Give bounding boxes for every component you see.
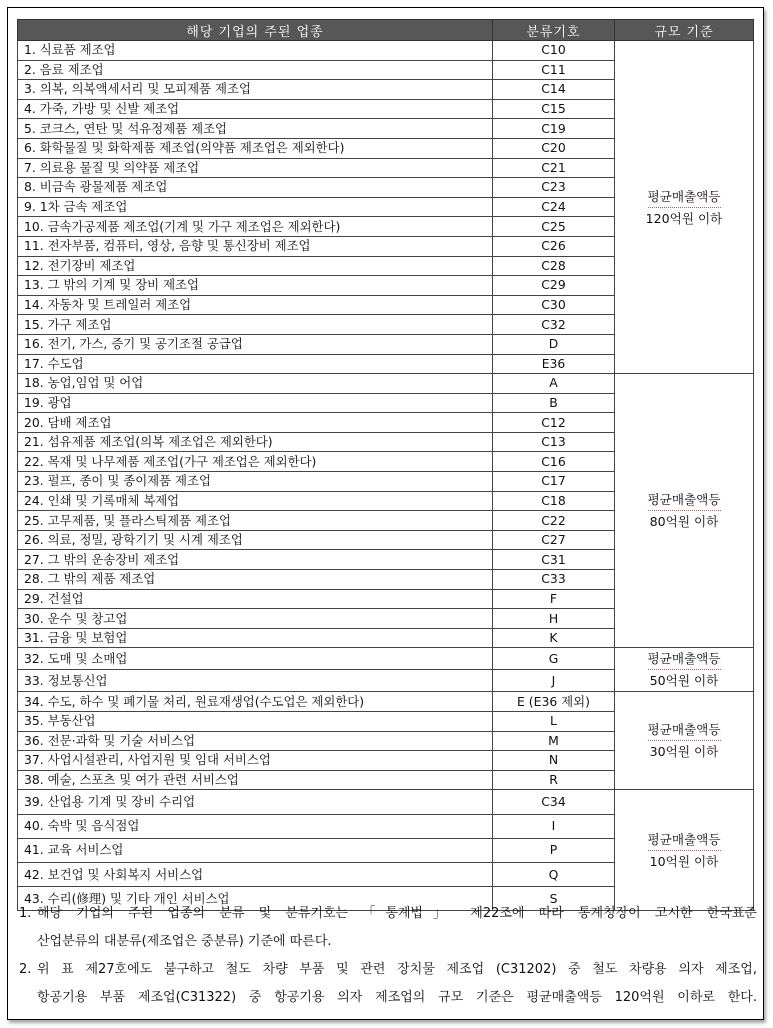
industry-cell: 26. 의료, 정밀, 광학기기 및 시계 제조업 — [18, 530, 493, 550]
industry-size-table — [17, 19, 754, 911]
code-cell: J — [493, 670, 615, 692]
footnote-text: 해당 기업의 주된 업종의 분류 및 분류기호는 「통계법」 제22조에 따라 통계청장이 고시한 한국표준 — [37, 906, 757, 921]
industry-cell: 27. 그 밖의 운송장비 제조업 — [18, 550, 493, 570]
code-cell: E (E36 제외) — [493, 692, 615, 712]
size-criteria-label: 평균매출액등 — [648, 648, 721, 670]
header-code: 분류기호 — [493, 20, 615, 41]
industry-cell: 39. 산업용 기계 및 장비 수리업 — [18, 790, 493, 814]
industry-cell: 13. 그 밖의 기계 및 장비 제조업 — [18, 276, 493, 296]
industry-cell: 41. 교육 서비스업 — [18, 838, 493, 862]
code-cell: Q — [493, 862, 615, 886]
size-criteria-value: 80억원 이하 — [649, 514, 719, 530]
industry-cell: 21. 섬유제품 제조업(의복 제조업은 제외한다) — [18, 432, 493, 452]
industry-cell: 29. 건설업 — [18, 589, 493, 609]
code-cell: L — [493, 712, 615, 732]
footnote-number: 1. — [19, 906, 32, 921]
industry-cell: 32. 도매 및 소매업 — [18, 648, 493, 670]
code-cell: I — [493, 814, 615, 838]
industry-cell: 25. 고무제품, 및 플라스틱제품 제조업 — [18, 511, 493, 531]
code-cell: K — [493, 628, 615, 648]
industry-cell: 20. 담배 제조업 — [18, 413, 493, 433]
code-cell: P — [493, 838, 615, 862]
code-cell: G — [493, 648, 615, 670]
code-cell: C14 — [493, 80, 615, 100]
footnote-number: 2. — [19, 962, 32, 977]
industry-cell: 3. 의복, 의복액세서리 및 모피제품 제조업 — [18, 80, 493, 100]
industry-cell: 35. 부동산업 — [18, 712, 493, 732]
size-criteria-label: 평균매출액등 — [648, 719, 721, 741]
code-cell: B — [493, 393, 615, 413]
code-cell: C19 — [493, 119, 615, 139]
industry-cell: 31. 금융 및 보험업 — [18, 628, 493, 648]
industry-cell: 7. 의료용 물질 및 의약품 제조업 — [18, 158, 493, 178]
industry-cell: 22. 목재 및 나무제품 제조업(가구 제조업은 제외한다) — [18, 452, 493, 472]
size-criteria-cell — [615, 648, 754, 692]
size-criteria-label: 평균매출액등 — [648, 489, 721, 511]
industry-cell: 15. 가구 제조업 — [18, 315, 493, 335]
code-cell: C28 — [493, 256, 615, 276]
code-cell: C33 — [493, 570, 615, 590]
size-criteria-value: 50억원 이하 — [649, 673, 719, 689]
footnote-text: 산업분류의 대분류(제조업은 중분류) 기준에 따른다. — [37, 934, 332, 949]
code-cell: C34 — [493, 790, 615, 814]
footnote-text: 위 표 제27호에도 불구하고 철도 차량 부품 및 관련 장치물 제조업 (C31202) 중 철도 차량용 의자 제조업, — [37, 962, 757, 977]
industry-cell: 28. 그 밖의 제품 제조업 — [18, 570, 493, 590]
size-criteria-value: 30억원 이하 — [649, 744, 719, 760]
industry-cell: 14. 자동차 및 트레일러 제조업 — [18, 295, 493, 315]
code-cell: C25 — [493, 217, 615, 237]
code-cell: C18 — [493, 491, 615, 511]
industry-cell: 42. 보건업 및 사회복지 서비스업 — [18, 862, 493, 886]
code-cell: C11 — [493, 60, 615, 80]
industry-cell: 2. 음료 제조업 — [18, 60, 493, 80]
footnote-text: 항공기용 부품 제조업(C31322) 중 항공기용 의자 제조업의 규모 기준은 평균매출액등 120억원 이하로 한다. — [37, 990, 757, 1005]
code-cell: C17 — [493, 472, 615, 492]
code-cell: C26 — [493, 236, 615, 256]
industry-cell: 10. 금속가공제품 제조업(기계 및 가구 제조업은 제외한다) — [18, 217, 493, 237]
table-header-row — [18, 20, 754, 41]
industry-cell: 11. 전자부품, 컴퓨터, 영상, 음향 및 통신장비 제조업 — [18, 236, 493, 256]
code-cell: C16 — [493, 452, 615, 472]
industry-cell: 37. 사업시설관리, 사업지원 및 임대 서비스업 — [18, 751, 493, 771]
code-cell: E36 — [493, 354, 615, 374]
industry-cell: 17. 수도업 — [18, 354, 493, 374]
size-criteria-cell — [615, 692, 754, 790]
industry-cell: 30. 운수 및 창고업 — [18, 609, 493, 629]
code-cell: C21 — [493, 158, 615, 178]
industry-cell: 4. 가죽, 가방 및 신발 제조업 — [18, 99, 493, 119]
industry-cell: 23. 펄프, 종이 및 종이제품 제조업 — [18, 472, 493, 492]
industry-cell: 40. 숙박 및 음식점업 — [18, 814, 493, 838]
table-row — [18, 648, 754, 670]
industry-cell: 6. 화학물질 및 화학제품 제조업(의약품 제조업은 제외한다) — [18, 138, 493, 158]
table-row — [18, 41, 754, 61]
size-criteria-label: 평균매출액등 — [648, 186, 721, 208]
industry-cell: 12. 전기장비 제조업 — [18, 256, 493, 276]
code-cell: R — [493, 770, 615, 790]
code-cell: C23 — [493, 178, 615, 198]
code-cell: C27 — [493, 530, 615, 550]
industry-cell: 8. 비금속 광물제품 제조업 — [18, 178, 493, 198]
industry-cell: 5. 코크스, 연탄 및 석유정제품 제조업 — [18, 119, 493, 139]
industry-cell: 16. 전기, 가스, 증기 및 공기조절 공급업 — [18, 334, 493, 354]
code-cell: C24 — [493, 197, 615, 217]
table-row — [18, 790, 754, 814]
code-cell: D — [493, 334, 615, 354]
header-size: 규모 기준 — [615, 20, 754, 41]
industry-cell: 34. 수도, 하수 및 폐기물 처리, 원료재생업(수도업은 제외한다) — [18, 692, 493, 712]
code-cell: F — [493, 589, 615, 609]
code-cell: A — [493, 374, 615, 394]
code-cell: C20 — [493, 138, 615, 158]
industry-cell: 19. 광업 — [18, 393, 493, 413]
industry-cell: 43. 수리(修理) 및 기타 개인 서비스업 — [18, 887, 493, 911]
industry-cell: 36. 전문·과학 및 기술 서비스업 — [18, 731, 493, 751]
size-criteria-cell — [615, 790, 754, 911]
code-cell: C15 — [493, 99, 615, 119]
code-cell: C13 — [493, 432, 615, 452]
code-cell: H — [493, 609, 615, 629]
code-cell: C31 — [493, 550, 615, 570]
footnotes — [17, 900, 757, 1012]
table-row — [18, 374, 754, 394]
size-criteria-value: 10억원 이하 — [649, 853, 719, 869]
code-cell: N — [493, 751, 615, 771]
code-cell: S — [493, 887, 615, 911]
code-cell: M — [493, 731, 615, 751]
industry-cell: 18. 농업,임업 및 어업 — [18, 374, 493, 394]
code-cell: C29 — [493, 276, 615, 296]
footnote-1 — [17, 900, 757, 956]
code-cell: C10 — [493, 41, 615, 61]
code-cell: C32 — [493, 315, 615, 335]
industry-cell: 24. 인쇄 및 기록매체 복제업 — [18, 491, 493, 511]
industry-cell: 38. 예술, 스포츠 및 여가 관련 서비스업 — [18, 770, 493, 790]
industry-cell: 9. 1차 금속 제조업 — [18, 197, 493, 217]
code-cell: C30 — [493, 295, 615, 315]
code-cell: C12 — [493, 413, 615, 433]
header-industry: 해당 기업의 주된 업종 — [18, 20, 493, 41]
table-row — [18, 692, 754, 712]
size-criteria-label: 평균매출액등 — [648, 829, 721, 851]
size-criteria-cell — [615, 374, 754, 648]
footnote-2 — [17, 956, 757, 1012]
industry-cell: 1. 식료품 제조업 — [18, 41, 493, 61]
size-criteria-value: 120억원 이하 — [645, 210, 723, 226]
industry-cell: 33. 정보통신업 — [18, 670, 493, 692]
size-criteria-cell — [615, 41, 754, 374]
code-cell: C22 — [493, 511, 615, 531]
